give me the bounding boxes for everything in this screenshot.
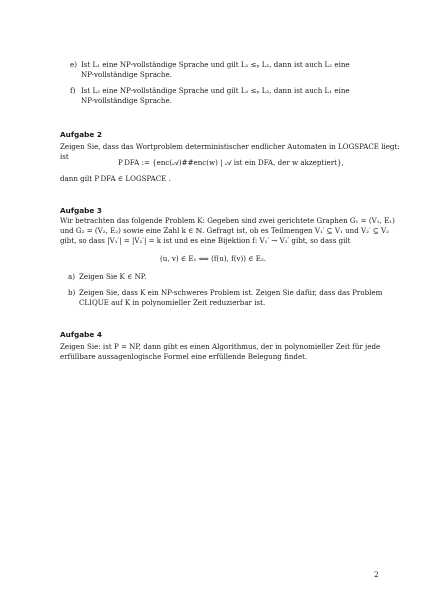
aufgabe-4-heading: Aufgabe 4 — [60, 330, 102, 339]
item-text-line: CLIQUE auf K in polynomieller Zeit reduzierbar ist. — [79, 298, 266, 308]
paragraph-line: und G₂ = (V₂, E₂) sowie eine Zahl k ∈ ℕ. Gefragt ist, ob es Teilmengen V₁′ ⊆ V₁ und V₂′ ⊆ V₂ — [60, 226, 390, 236]
item-text-line: NP-vollständige Sprache. — [81, 70, 172, 79]
item-text-line: NP-vollständige Sprache. — [81, 96, 172, 105]
paragraph-line: Wir betrachten das folgende Problem K: Gegeben sind zwei gerichtete Graphen G₁ = (V₁, E₁) — [60, 216, 395, 225]
aufgabe-3-intro — [60, 216, 395, 247]
item-text-line: Ist L₂ eine NP-vollständige Sprache und gilt L₁ ≤ₚ L₂, dann ist auch L₁ eine — [81, 86, 350, 95]
item-label: e) — [70, 60, 77, 69]
bijection-formula: (u, v) ∈ E₁ ⟺ (f(u), f(v)) ∈ E₂. — [160, 254, 267, 263]
item-label: f) — [70, 86, 76, 95]
item-text-line: Zeigen Sie, dass K ein NP-schweres Problem ist. Zeigen Sie dafür, dass das Problem — [79, 288, 383, 297]
aufgabe-2-conclusion — [60, 174, 380, 184]
subitem-a — [68, 272, 378, 282]
subitem-b — [68, 288, 383, 308]
paragraph-line: ist — [60, 152, 69, 162]
paragraph-line: Zeigen Sie, dass das Wortproblem deterministischer endlicher Automaten in LOGSPACE liegt: — [60, 142, 400, 151]
paragraph-line: dann gilt P DFA ∈ LOGSPACE . — [60, 174, 171, 183]
pdfa-formula: P DFA := {enc(𝒜)##enc(w) | 𝒜 ist ein DFA, der w akzeptiert}, — [118, 158, 344, 167]
paragraph-line: erfüllbare aussagenlogische Formel eine erfüllende Belegung findet. — [60, 352, 308, 362]
item-label: b) — [68, 288, 76, 297]
paragraph-line: Zeigen Sie: ist P = NP, dann gibt es einen Algorithmus, der in polynomieller Zeit für jede — [60, 342, 381, 351]
aufgabe-3-heading: Aufgabe 3 — [60, 206, 102, 215]
paragraph-line: gibt, so dass |V₁′| = |V₂′| = k ist und es eine Bijektion f: V₁′ → V₂′ gibt, so dass gilt — [60, 236, 351, 246]
aufgabe-2-heading: Aufgabe 2 — [60, 130, 102, 139]
item-text-line: Ist L₁ eine NP-vollständige Sprache und gilt L₁ ≤ₚ L₂, dann ist auch L₂ eine — [81, 60, 350, 69]
item-text-line: Zeigen Sie K ∈ NP. — [79, 272, 147, 281]
aufgabe-4-text — [60, 342, 380, 362]
item-label: a) — [68, 272, 75, 281]
item-e — [70, 60, 375, 80]
page-number: 2 — [374, 570, 379, 579]
item-f — [70, 86, 375, 106]
